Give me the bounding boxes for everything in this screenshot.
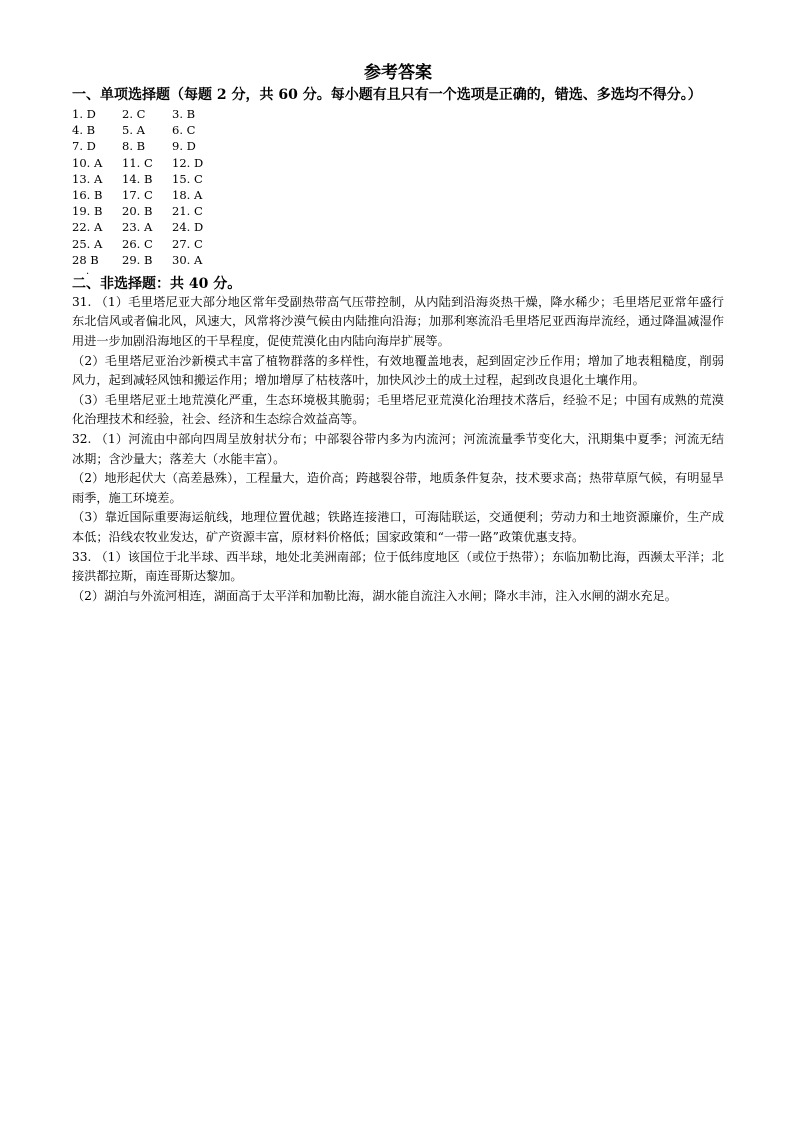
answer-row — [72, 155, 724, 171]
answer-paragraph-33-2: （2）湖泊与外流河相连，湖面高于太平洋和加勒比海，湖水能自流注入水闸；降水丰沛，注入水闸的湖水充足。 — [72, 588, 677, 603]
answer-item: 5. A — [122, 123, 145, 138]
answer-item: 4. B — [72, 123, 96, 138]
answer-item: 22. A — [72, 220, 103, 235]
answer-item: 26. C — [122, 236, 153, 251]
free-response-answers — [72, 293, 724, 607]
section-heading-free-response: 二、非选择题：共 40 分。 — [72, 275, 242, 292]
answer-item: 9. D — [172, 139, 196, 154]
answer-item: 3. B — [172, 107, 196, 121]
answer-item: 24. D — [172, 220, 204, 235]
answer-row — [72, 187, 724, 203]
answer-item: 19. B — [72, 204, 103, 219]
answer-item: 14. B — [122, 171, 153, 186]
answer-row — [72, 236, 724, 252]
answer-paragraph-31-1: 31. （1）毛里塔尼亚大部分地区常年受副热带高气压带控制，从内陆到沿海炎热干燥，降水稀少；毛里塔尼亚常年盛行东北信风或者偏北风，风速大，风常将沙漠气候由内陆推向沿海；加那利寒流沿毛里塔尼亚西海岸流经，通过降温减湿作用进一步加剧沿海地区的干旱程度，促使荒漠化由内陆向海岸扩展等。 — [72, 294, 724, 349]
answer-row — [72, 203, 724, 219]
answer-item: 15. C — [172, 171, 203, 186]
answer-item: 17. C — [122, 187, 153, 202]
answer-item: 2. C — [122, 107, 146, 121]
answer-row — [72, 219, 724, 235]
answer-row — [72, 252, 724, 268]
multiple-choice-answers — [72, 106, 724, 275]
answer-row — [72, 138, 724, 154]
answer-paragraph-32-2: （2）地形起伏大（高差悬殊），工程量大，造价高；跨越裂谷带，地质条件复杂，技术要求高；热带草原气候，有明显旱雨季，施工环境差。 — [72, 471, 724, 505]
answer-paragraph-32-1: 32. （1）河流由中部向四周呈放射状分布；中部裂谷带内多为内流河；河流流量季节变化大，汛期集中夏季；河流无结冰期；含沙量大；落差大（水能丰富）。 — [72, 432, 724, 466]
answer-item: 10. A — [72, 155, 103, 170]
answer-item: 20. B — [122, 204, 153, 219]
answer-paragraph-33-1: 33. （1）该国位于北半球、西半球，地处北美洲南部；位于低纬度地区（或位于热带）；东临加勒比海，西濒太平洋；北接洪都拉斯，南连哥斯达黎加。 — [72, 549, 724, 584]
answer-paragraph-31-2: （2）毛里塔尼亚治沙新模式丰富了植物群落的多样性，有效地覆盖地表，起到固定沙丘作用；增加了地表粗糙度，削弱风力，起到减轻风蚀和搬运作用；增加增厚了枯枝落叶，加快风沙土的成土过程，起到改良退化土壤作用。 — [72, 353, 724, 388]
answer-item: 30. A — [172, 252, 203, 267]
answer-item: 25. A — [72, 236, 103, 251]
answer-row — [72, 106, 724, 122]
answer-sheet-page — [72, 60, 724, 606]
answer-item: 18. A — [172, 187, 203, 202]
answer-paragraph-32-3: （3）靠近国际重要海运航线，地理位置优越；铁路连接港口，可海陆联运，交通便利；劳动力和土地资源廉价，生产成本低；沿线农牧业发达，矿产资源丰富，原材料价格低；国家政策和“一带一路”政策优惠支持。 — [72, 510, 724, 544]
answer-item: 28 B — [72, 252, 99, 267]
section-heading-multiple-choice: 一、单项选择题（每题 2 分，共 60 分。每小题有且只有一个选项是正确的，错选、多选均不得分。） — [72, 87, 702, 103]
answer-item: 29. B — [122, 252, 153, 267]
answer-item: 6. C — [172, 123, 196, 138]
answer-item: 16. B — [72, 187, 103, 202]
answer-item: 13. A — [72, 171, 103, 186]
answer-row — [72, 171, 724, 187]
answer-item: 12. D — [172, 155, 204, 170]
answer-row — [72, 122, 724, 138]
answer-item: 8. B — [122, 139, 146, 154]
answer-item: 7. D — [72, 139, 96, 154]
answer-item: 11. C — [122, 155, 153, 170]
answer-item: 23. A — [122, 220, 153, 235]
answer-item: 27. C — [172, 236, 203, 251]
answer-item: 21. C — [172, 204, 203, 219]
stray-mark: . — [86, 265, 90, 277]
answer-item: 1. D — [72, 107, 96, 121]
answer-paragraph-31-3: （3）毛里塔尼亚土地荒漠化严重，生态环境极其脆弱；毛里塔尼亚荒漠化治理技术落后，经验不足；中国有成熟的荒漠化治理技术和经验，社会、经济和生态综合效益高等。 — [72, 392, 724, 427]
page-title: 参考答案 — [364, 63, 432, 83]
